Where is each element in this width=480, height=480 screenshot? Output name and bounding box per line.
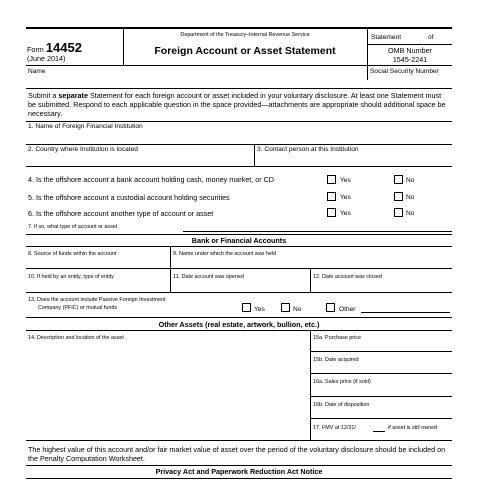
field-15b-label: 15b. Date acquired <box>313 357 359 363</box>
q4-no-label: No <box>406 177 415 184</box>
q13-no-checkbox[interactable] <box>281 303 290 312</box>
question-4-label: 4. Is the offshore account a bank account holding cash, money market, or CD <box>28 175 274 184</box>
entity-type-field[interactable] <box>28 282 166 291</box>
date-closed-field[interactable] <box>313 282 449 291</box>
field-17-label: 17. FMV at 12/31/ <box>313 425 356 431</box>
date-opened-field[interactable] <box>173 282 307 291</box>
q13-other-label: Other <box>339 306 356 313</box>
country-field[interactable] <box>28 155 250 165</box>
field-11-label: 11. Date account was opened <box>173 274 244 280</box>
field-13-label-line1: 13. Does the account include Passive Foreign Investment <box>28 297 166 303</box>
purchase-price-field[interactable] <box>313 342 449 350</box>
field-2-label: 2. Country where Institution is located <box>28 146 138 153</box>
question-6-label: 6. Is the offshore account another type of account or asset <box>28 209 214 218</box>
date-disposition-field[interactable] <box>313 409 449 417</box>
field-14-label: 14. Description and location of the asset <box>28 335 124 341</box>
q13-other-checkbox[interactable] <box>326 303 335 312</box>
q13-no-label: No <box>293 306 302 313</box>
field-16b-label: 16b. Date of disposition <box>313 402 370 408</box>
q13-yes-checkbox[interactable] <box>242 303 251 312</box>
field-13-label-line2: Company (PFIC) or mutual funds <box>38 305 118 311</box>
field-17-suffix: if asset is still owned <box>388 425 438 431</box>
q4-no-checkbox[interactable] <box>394 175 403 184</box>
statement-of-label: of <box>428 34 434 41</box>
q4-yes-checkbox[interactable] <box>327 175 336 184</box>
field-10-label: 10. If held by an entity, type of entity <box>28 274 114 280</box>
name-label: Name <box>28 68 46 75</box>
sales-price-field[interactable] <box>313 386 449 394</box>
field-16a-label: 16a. Sales price (if sold) <box>313 379 371 385</box>
ssn-label: Social Security Number <box>370 68 439 75</box>
omb-number: 1545-2241 <box>392 55 428 64</box>
statement-label: Statement <box>371 34 402 41</box>
form-number: 14452 <box>45 40 82 55</box>
section-other-header: Other Assets (real estate, artwork, bullion, etc.) <box>158 320 320 329</box>
account-holder-name-field[interactable] <box>173 258 449 267</box>
form-title: Foreign Account or Asset Statement <box>154 45 336 57</box>
q6-no-checkbox[interactable] <box>394 208 403 217</box>
ssn-field[interactable] <box>370 76 450 88</box>
department-name: Department of the Treasury–Internal Revenue Service <box>180 32 310 38</box>
form-id: Form 14452 <box>27 40 82 55</box>
q5-yes-checkbox[interactable] <box>327 192 336 201</box>
q5-yes-label: Yes <box>340 194 351 201</box>
field-3-label: 3. Contact person at this Institution <box>257 146 359 153</box>
source-of-funds-field[interactable] <box>28 258 166 267</box>
question-7-label: 7. If so, what type of account or asset <box>28 224 118 230</box>
field-8-label: 8. Source of funds within the account <box>28 251 117 257</box>
institution-name-field[interactable] <box>28 132 448 142</box>
privacy-notice-heading: Privacy Act and Paperwork Reduction Act Notice <box>155 467 323 476</box>
q13-other-field[interactable] <box>361 312 450 313</box>
omb-label: OMB Number <box>388 46 432 55</box>
q6-yes-checkbox[interactable] <box>327 208 336 217</box>
field-12-label: 12. Date account was closed <box>313 274 382 280</box>
q5-no-label: No <box>406 194 415 201</box>
q6-yes-label: Yes <box>340 210 351 217</box>
instructions: Submit a separate Statement for each foreign account or asset included in your voluntary disclosure. At least one Statement must be submitted. Respond to each applicable question in the space provided—attachments are appropriate should additional space be necessary. <box>28 91 446 119</box>
asset-description-field[interactable] <box>28 344 308 436</box>
section-bank-header: Bank or Financial Accounts <box>191 236 287 245</box>
form-revision: (June 2014) <box>27 54 66 63</box>
field-1-label: 1. Name of Foreign Financial Institution <box>28 123 143 130</box>
q13-yes-label: Yes <box>254 306 265 313</box>
field-9-label: 9. Name under which the account was held <box>173 251 277 257</box>
q4-yes-label: Yes <box>340 177 351 184</box>
fmv-year-field[interactable] <box>373 431 385 432</box>
contact-person-field[interactable] <box>257 155 449 165</box>
date-acquired-field[interactable] <box>313 364 449 372</box>
name-field[interactable] <box>28 76 364 88</box>
q6-no-label: No <box>406 210 415 217</box>
asset-type-field[interactable] <box>183 231 452 232</box>
q5-no-checkbox[interactable] <box>394 192 403 201</box>
penalty-note: The highest value of this account and/or fair market value of asset over the period of the voluntary disclosure should be included on the Penalty Computation Worksheet. <box>28 445 446 464</box>
field-15a-label: 15a. Purchase price <box>313 335 361 341</box>
top-rule <box>26 27 452 29</box>
question-5-label: 5. Is the offshore account a custodial account holding securities <box>28 193 230 202</box>
